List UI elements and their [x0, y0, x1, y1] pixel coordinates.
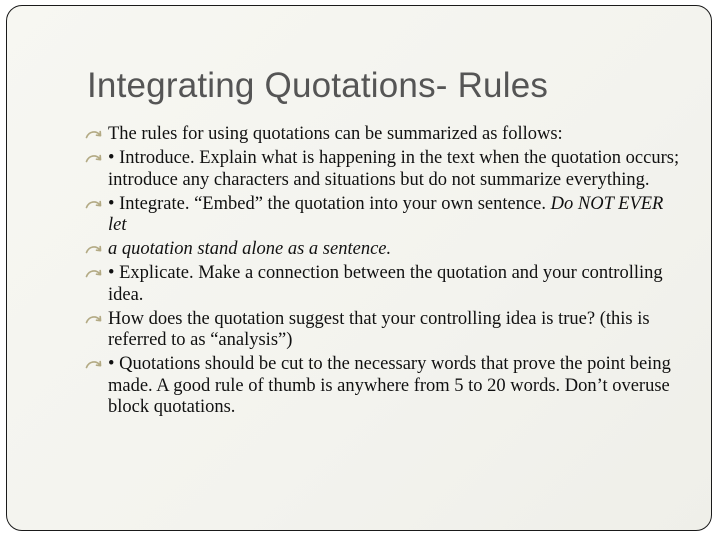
bullet-item	[85, 124, 685, 146]
bullet-item	[85, 194, 685, 237]
bullet-text-italic: Do NOT EVER let	[108, 193, 664, 235]
bullet-text: • Introduce. Explain what is happening in the text when the quotation occurs; introduce any characters and situations but do not summarize everything.	[108, 148, 680, 190]
bullet-item	[85, 263, 685, 306]
bullet-text: • Quotations should be cut to the necessary words that prove the point being made. A good rule of thumb is anywhere from 5 to 20 words. Don’t overuse block quotations.	[108, 354, 671, 417]
slide-title: Integrating Quotations- Rules	[87, 66, 549, 105]
slide-frame	[6, 5, 712, 531]
bullet-text: • Integrate. “Embed” the quotation into your own sentence.	[108, 193, 551, 214]
curved-arrow-bullet-icon	[85, 199, 103, 211]
bullet-item	[85, 309, 685, 352]
curved-arrow-bullet-icon	[85, 153, 103, 165]
curved-arrow-bullet-icon	[85, 314, 103, 326]
bullet-list	[85, 124, 685, 421]
curved-arrow-bullet-icon	[85, 244, 103, 256]
curved-arrow-bullet-icon	[85, 359, 103, 371]
bullet-item	[85, 148, 685, 191]
bullet-text: • Explicate. Make a connection between the quotation and your controlling idea.	[108, 263, 663, 305]
curved-arrow-bullet-icon	[85, 268, 103, 280]
bullet-text: The rules for using quotations can be summarized as follows:	[108, 124, 563, 144]
bullet-item	[85, 239, 685, 261]
bullet-text-italic: a quotation stand alone as a sentence.	[108, 239, 392, 259]
curved-arrow-bullet-icon	[85, 129, 103, 141]
bullet-item	[85, 354, 685, 419]
bullet-text: How does the quotation suggest that your controlling idea is true? (this is referred to as “analysis”)	[108, 308, 650, 350]
